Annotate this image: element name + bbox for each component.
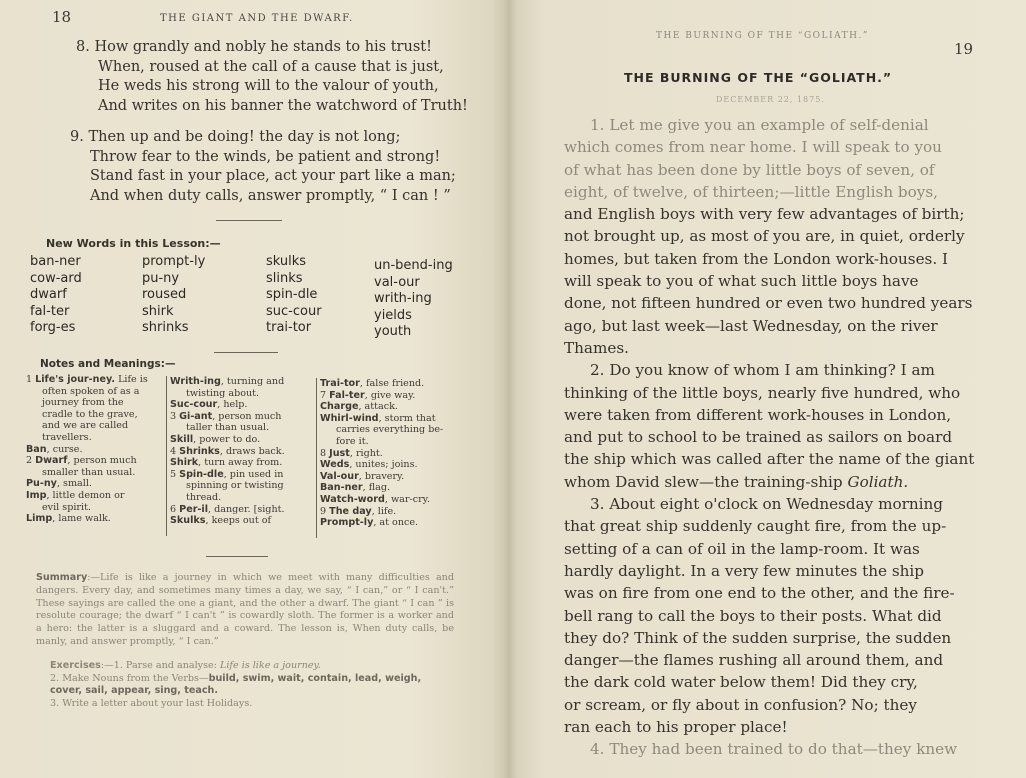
column-rule — [166, 376, 167, 536]
body-line: that great ship suddenly caught fire, from the up- — [564, 517, 947, 536]
exercises — [36, 660, 456, 710]
column-rule — [316, 378, 317, 538]
exercise-text: 2. Make Nouns from the Verbs— — [50, 672, 209, 684]
note-line: taller than usual. — [186, 422, 270, 434]
new-word: pu-ny — [142, 270, 180, 286]
note-line: evil spirit. — [42, 501, 91, 513]
chapter-body — [564, 114, 984, 761]
note-line: Imp, little demon or — [26, 489, 125, 501]
right-page — [506, 0, 1026, 778]
exercise-item — [36, 673, 456, 698]
new-word: slinks — [266, 270, 303, 286]
body-line: bell rang to call the boys to their posts. What did — [564, 606, 942, 625]
new-word: shirk — [142, 303, 174, 319]
note-line: spinning or twisting — [186, 480, 284, 492]
verse-line: Stand fast in your place, act your part like a man; — [90, 168, 456, 184]
new-word: prompt-ly — [142, 254, 206, 269]
note-line: Shirk, turn away from. — [170, 457, 283, 469]
exercise-italic: Life is like a journey. — [219, 660, 321, 671]
new-word: youth — [374, 324, 412, 340]
body-line: 3. About eight o'clock on Wednesday morning — [590, 495, 944, 514]
page-number: 19 — [954, 40, 974, 58]
note-line: Limp, lame walk. — [26, 513, 111, 525]
stanza-8 — [76, 38, 468, 116]
new-word: un-bend-ing — [374, 258, 453, 273]
body-line: was on fire from one end to the other, and the fire- — [564, 584, 955, 603]
divider — [214, 352, 278, 353]
body-line: or scream, or fly about in confusion? No; they — [564, 695, 917, 714]
new-word: shrinks — [142, 320, 189, 336]
new-word: fal-ter — [30, 303, 70, 319]
note-line: Skulks, keeps out of — [170, 515, 272, 527]
new-words-column-3 — [266, 254, 322, 337]
note-line: Writh-ing, turning and — [170, 376, 285, 387]
note-line: Weds, unites; joins. — [320, 459, 418, 471]
body-line: setting of a can of oil in the lamp-room. It was — [564, 539, 920, 558]
note-line: Trai-tor, false friend. — [320, 378, 425, 389]
running-head: THE BURNING OF THE “GOLIATH.” — [656, 31, 869, 41]
new-words-column-4 — [374, 258, 453, 341]
new-word: skulks — [266, 254, 307, 269]
new-word: suc-cour — [266, 303, 322, 319]
body-line: eight, of twelve, of thirteen;—little English boys, — [564, 182, 938, 201]
new-words-title: New Words in this Lesson:— — [46, 237, 221, 250]
note-line: 8 Just, right. — [320, 447, 383, 459]
note-line: 9 The day, life. — [320, 505, 397, 517]
chapter-title: THE BURNING OF THE “GOLIATH.” — [624, 70, 893, 85]
verse-line: And writes on his banner the watchword of Truth! — [98, 97, 468, 114]
body-line: danger—the flames rushing all around them, and — [564, 651, 944, 670]
notes-title: Notes and Meanings:— — [40, 358, 176, 370]
body-line: thinking of the little boys, nearly five hundred, who — [564, 383, 961, 402]
note-line: smaller than usual. — [42, 466, 136, 478]
notes-column-1 — [26, 374, 162, 525]
body-line: which comes from near home. I will speak to you — [564, 138, 942, 157]
note-line: often spoken of as a — [42, 385, 140, 397]
note-line: Watch-word, war-cry. — [320, 493, 430, 505]
exercise-text: :—1. Parse and analyse: — [100, 660, 220, 671]
new-word: cow-ard — [30, 270, 82, 286]
body-line: homes, but taken from the London work-houses. I — [564, 249, 949, 268]
summary-label: Summary — [36, 572, 88, 583]
verse-line: When, roused at the call of a cause that is just, — [98, 58, 444, 75]
page-number: 18 — [52, 8, 72, 26]
body-line: of what has been done by little boys of seven, of — [564, 160, 935, 179]
new-word: val-our — [374, 274, 420, 290]
divider — [216, 220, 282, 221]
note-line: Skill, power to do. — [170, 433, 261, 445]
verse-line: 8. How grandly and nobly he stands to his trust! — [76, 39, 432, 55]
body-line: 1. Let me give you an example of self-denial — [590, 116, 929, 134]
note-line: Pu-ny, small. — [26, 478, 92, 490]
body-line: not brought up, as most of you are, in quiet, orderly — [564, 227, 965, 246]
body-line: ago, but last week—last Wednesday, on the river — [564, 316, 938, 335]
note-line: Whirl-wind, storm that — [320, 412, 436, 424]
note-line: 6 Per-il, danger. [sight. — [170, 503, 285, 515]
exercises-label: Exercises — [50, 660, 101, 671]
note-line: travellers. — [42, 431, 92, 443]
body-line: the dark cold water below them! Did they cry, — [564, 673, 918, 692]
note-line: 5 Spin-dle, pin used in — [170, 468, 284, 480]
exercise-item — [36, 660, 456, 673]
notes-column-2 — [170, 376, 312, 527]
note-line: Prompt-ly, at once. — [320, 517, 419, 529]
note-line: 2 Dwarf, person much — [26, 455, 137, 467]
body-line: and put to school to be trained as sailors on board — [564, 428, 953, 447]
body-line: and English boys with very few advantages of birth; — [564, 205, 965, 224]
note-line: Suc-cour, help. — [170, 399, 248, 411]
new-words-column-2 — [142, 254, 205, 337]
verse-line: 9. Then up and be doing! the day is not long; — [70, 129, 401, 145]
body-line: done, not fifteen hundred or even two hundred years — [564, 294, 973, 313]
note-line: Val-our, bravery. — [320, 470, 405, 482]
verse-line: Throw fear to the winds, be patient and strong! — [90, 148, 441, 165]
running-head: THE GIANT AND THE DWARF. — [160, 13, 354, 24]
note-line: 4 Shrinks, draws back. — [170, 445, 285, 457]
summary-paragraph — [36, 572, 454, 649]
new-word: forg-es — [30, 320, 76, 336]
verse-line: He weds his strong will to the valour of youth, — [98, 78, 439, 94]
note-line: Ban-ner, flag. — [320, 482, 391, 494]
notes-column-3 — [320, 378, 460, 529]
body-line: they do? Think of the sudden surprise, the sudden — [564, 628, 952, 647]
exercise-item: 3. Write a letter about your last Holidays. — [50, 697, 253, 709]
body-line: hardly daylight. In a very few minutes the ship — [564, 561, 924, 580]
note-line: journey from the — [42, 397, 124, 409]
new-word: dwarf — [30, 287, 67, 303]
summary-text: :—Life is like a journey in which we meet with many difficulties and dangers. Every day, and sometimes many times a day, we say, “ I can,” or “ I can't.” These sayings are called the one a giant, and the other a dwarf. The giant “ I can ” is resolute courage; the dwarf “ I can't ” is cowardly sloth. The former is a worker and a hero: the latter is a sluggard and a coward. The lesson is, When duty calls, be manly, and answer promptly, “ I can.” — [36, 572, 454, 647]
note-line: fore it. — [336, 435, 369, 447]
note-line: Charge, attack. — [320, 401, 398, 413]
note-line: twisting about. — [186, 387, 260, 399]
note-line: 7 Fal-ter, give way. — [320, 389, 416, 401]
body-line: the ship which was called after the name of the giant — [564, 450, 975, 469]
new-word: writh-ing — [374, 291, 432, 307]
note-line: carries everything be- — [336, 424, 444, 436]
note-line: thread. — [186, 491, 222, 503]
body-line: whom David slew—the training-ship Goliath. — [564, 472, 909, 491]
body-line: were taken from different work-houses in London, — [564, 405, 952, 424]
new-words-column-1 — [30, 254, 82, 337]
chapter-date: DECEMBER 22, 1875. — [716, 95, 825, 104]
note-line: 1 Life's jour-ney. Life is — [26, 374, 148, 385]
body-line: will speak to you of what such little boys have — [564, 272, 919, 291]
body-line: ran each to his proper place! — [564, 718, 788, 737]
note-line: 3 Gi-ant, person much — [170, 410, 282, 422]
note-line: Ban, curse. — [26, 443, 83, 455]
body-line: 4. They had been trained to do that—they knew — [590, 740, 958, 759]
stanza-9 — [70, 128, 456, 206]
note-line: and we are called — [42, 420, 129, 432]
new-word: roused — [142, 287, 187, 303]
new-word: yields — [374, 307, 412, 323]
body-line: Thames. — [564, 338, 629, 357]
exercise-words: build, swim, wait, contain, lead, weigh, cover, sail, appear, sing, teach. — [50, 672, 422, 697]
body-line: 2. Do you know of whom I am thinking? I am — [590, 361, 935, 380]
verse-line: And when duty calls, answer promptly, “ I can ! ” — [90, 187, 451, 204]
note-line: cradle to the grave, — [42, 408, 138, 420]
new-word: ban-ner — [30, 254, 81, 269]
new-word: spin-dle — [266, 287, 318, 303]
new-word: trai-tor — [266, 320, 312, 336]
divider — [206, 556, 268, 557]
left-page — [0, 0, 500, 778]
